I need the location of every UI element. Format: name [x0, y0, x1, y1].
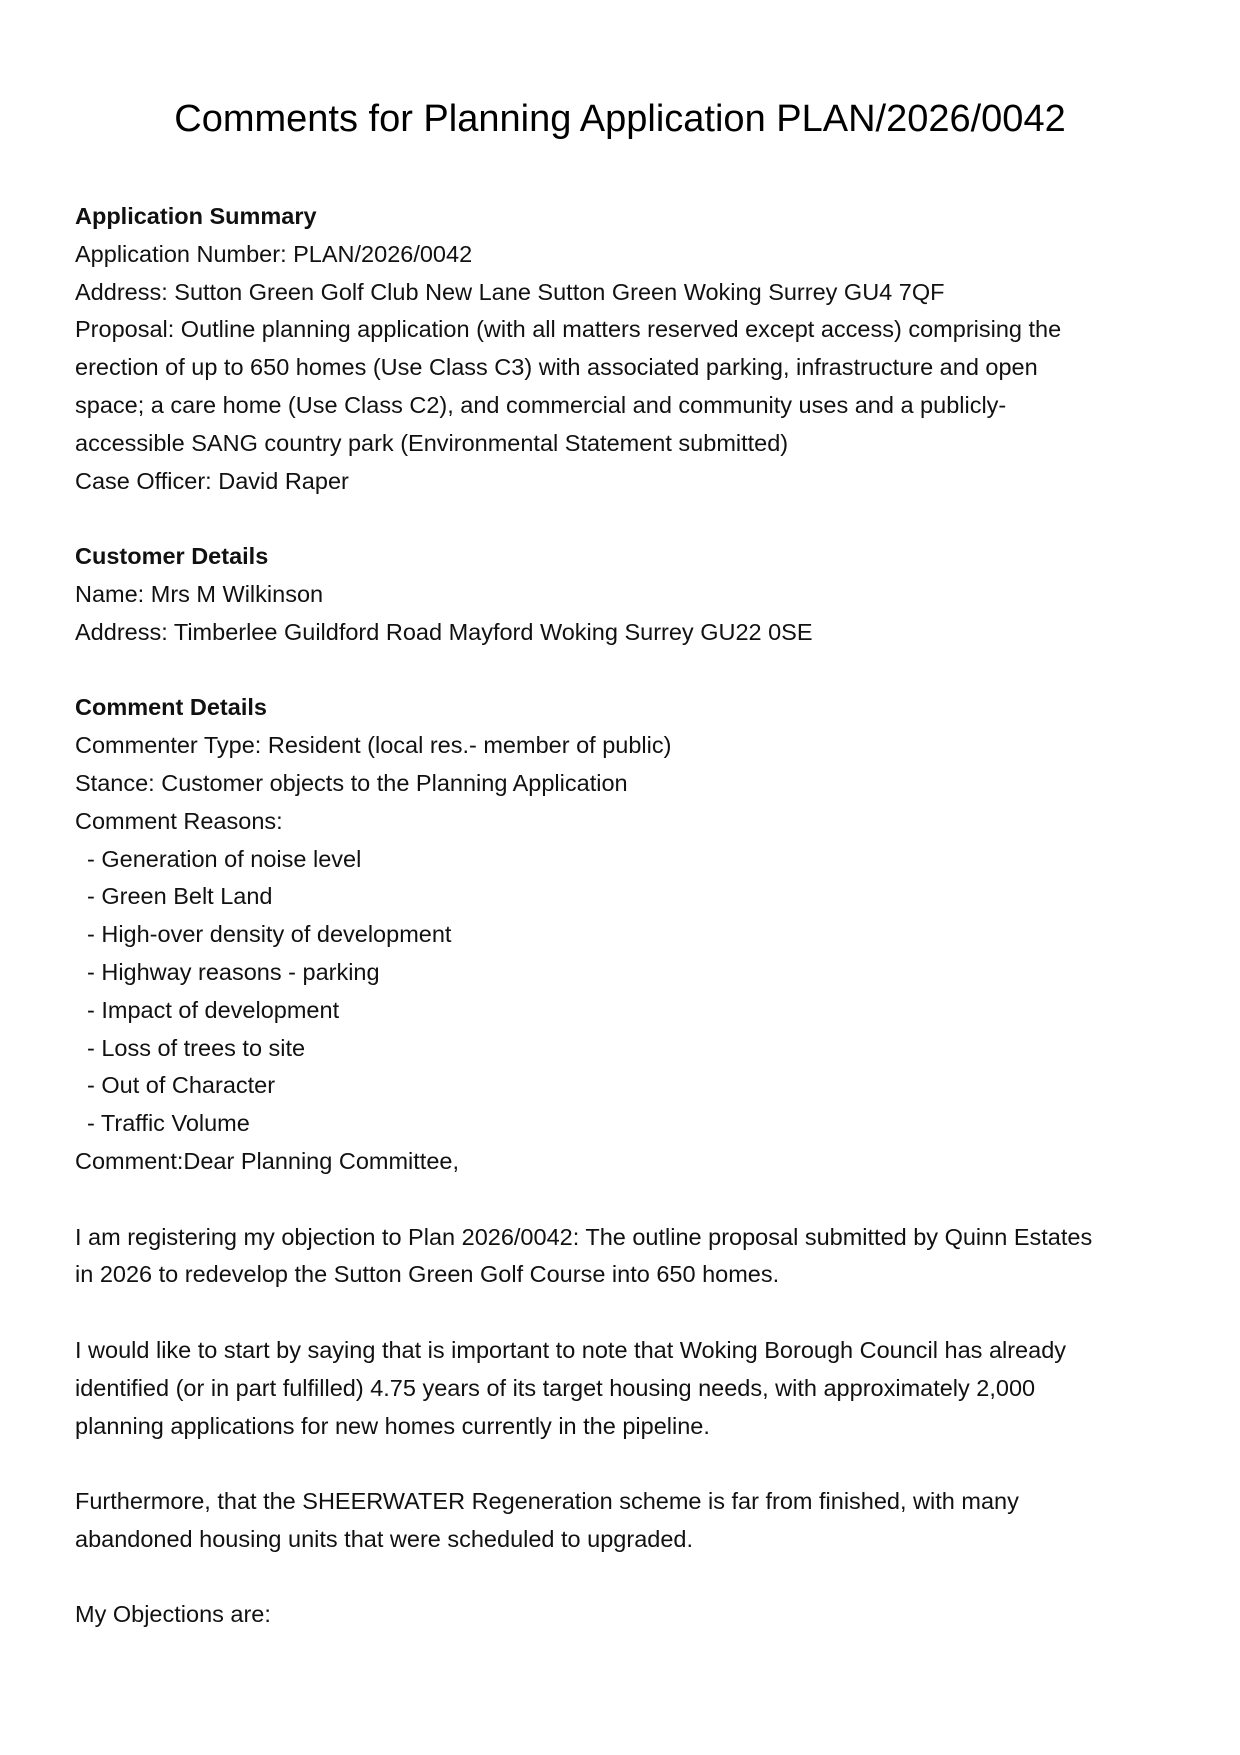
- comment-intro: Comment:Dear Planning Committee,: [75, 1147, 459, 1174]
- paragraph-line: planning applications for new homes currently in the pipeline.: [75, 1412, 710, 1439]
- proposal-line: space; a care home (Use Class C2), and commercial and community uses and a publicly-: [75, 391, 1007, 418]
- spacer: [75, 1559, 1175, 1597]
- customer-details-heading: Customer Details: [75, 543, 269, 570]
- document-body: [75, 198, 1175, 1634]
- comment-reason-item: - Generation of noise level: [87, 845, 362, 872]
- comment-reason-item: - High-over density of development: [87, 921, 452, 948]
- comment-reason-item: - Traffic Volume: [87, 1110, 250, 1137]
- comment-paragraph: [75, 1483, 1175, 1559]
- paragraph-line: My Objections are:: [75, 1601, 271, 1628]
- paragraph-line: abandoned housing units that were scheduled to upgraded.: [75, 1525, 693, 1552]
- paragraph-line: I am registering my objection to Plan 2026/0042: The outline proposal submitted by Quinn Estates: [75, 1223, 1093, 1250]
- proposal-line: erection of up to 650 homes (Use Class C3) with associated parking, infrastructure and open: [75, 354, 1038, 381]
- proposal-line: Proposal: Outline planning application (with all matters reserved except access) comprising the: [75, 316, 1062, 343]
- proposal-line: accessible SANG country park (Environmental Statement submitted): [75, 429, 789, 456]
- paragraph-line: Furthermore, that the SHEERWATER Regeneration scheme is far from finished, with many: [75, 1488, 1019, 1515]
- comment-reason-item: - Impact of development: [87, 996, 340, 1023]
- comment-details-section: [75, 689, 1175, 1180]
- comment-details-heading: Comment Details: [75, 694, 267, 721]
- customer-address: Address: Timberlee Guildford Road Mayford Woking Surrey GU22 0SE: [75, 618, 813, 645]
- application-summary-section: [75, 198, 1175, 500]
- application-address: Address: Sutton Green Golf Club New Lane Sutton Green Woking Surrey GU4 7QF: [75, 278, 945, 305]
- paragraph-line: identified (or in part fulfilled) 4.75 years of its target housing needs, with approximately 2,000: [75, 1374, 1036, 1401]
- paragraph-line: I would like to start by saying that is important to note that Woking Borough Council has already: [75, 1336, 1067, 1363]
- comment-reason-item: - Highway reasons - parking: [87, 958, 380, 985]
- paragraph-line: in 2026 to redevelop the Sutton Green Golf Course into 650 homes.: [75, 1261, 780, 1288]
- spacer: [75, 500, 1175, 538]
- page-title: Comments for Planning Application PLAN/2026/0042: [174, 98, 1066, 140]
- comment-reason-item: - Out of Character: [87, 1072, 276, 1099]
- stance: Stance: Customer objects to the Planning Application: [75, 769, 628, 796]
- comment-paragraph: [75, 1332, 1175, 1445]
- commenter-type: Commenter Type: Resident (local res.- member of public): [75, 732, 672, 759]
- spacer: [75, 1181, 1175, 1219]
- comment-reason-item: - Loss of trees to site: [87, 1034, 306, 1061]
- spacer: [75, 1294, 1175, 1332]
- spacer: [75, 652, 1175, 690]
- case-officer: Case Officer: David Raper: [75, 467, 349, 494]
- application-number: Application Number: PLAN/2026/0042: [75, 240, 473, 267]
- application-summary-heading: Application Summary: [75, 203, 317, 229]
- comment-reason-item: - Green Belt Land: [87, 883, 273, 910]
- comment-paragraph: [75, 1596, 1175, 1634]
- customer-name: Name: Mrs M Wilkinson: [75, 580, 324, 607]
- comment-paragraph: [75, 1219, 1175, 1295]
- comment-reasons-label: Comment Reasons:: [75, 807, 283, 834]
- customer-details-section: [75, 538, 1175, 651]
- spacer: [75, 1445, 1175, 1483]
